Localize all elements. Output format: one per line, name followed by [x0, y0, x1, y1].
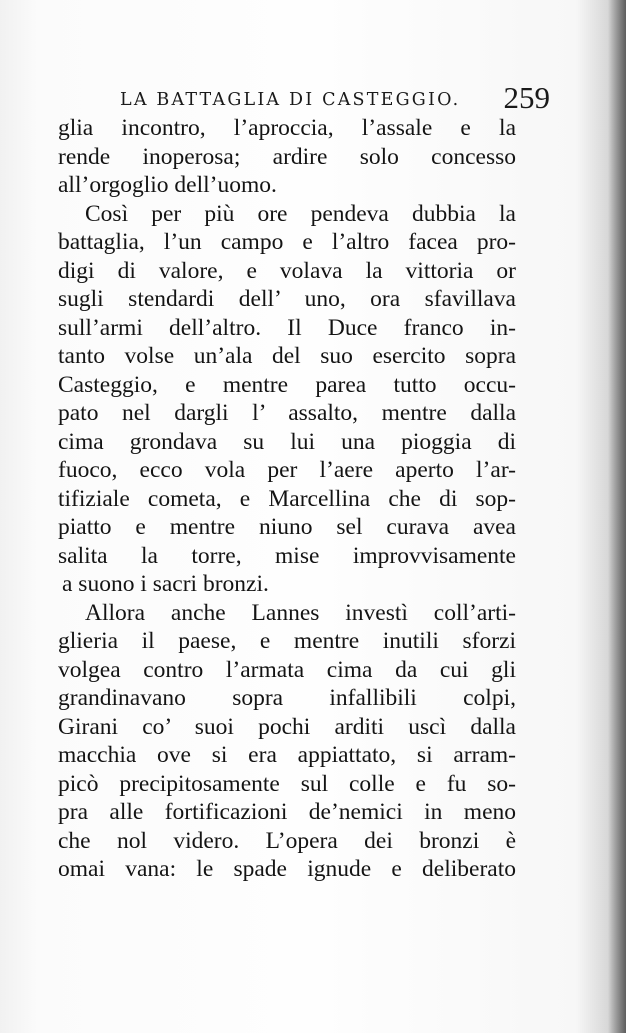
text-line: Girani co’ suoi pochi arditi uscì dalla — [58, 713, 516, 740]
text-line: glieria il paese, e mentre inutili sforzi — [58, 628, 516, 654]
text-line: picò precipitosamente sul colle e fu so- — [58, 770, 516, 797]
text-line: piatto e mentre niuno sel curava avea — [58, 514, 516, 540]
text-line: pato nel dargli l’ assalto, mentre dalla — [58, 400, 516, 426]
text-line: glia incontro, l’aproccia, l’assale e la — [58, 115, 516, 141]
text-line: salita la torre, mise improvvisamente — [58, 542, 516, 569]
text-line: fuoco, ecco vola per l’aere aperto l’ar- — [58, 457, 516, 483]
text-line: digi di valore, e volava la vittoria or — [58, 257, 516, 284]
text-line: omai vana: le spade ignude e deliberato — [58, 856, 516, 882]
text-line: che nol videro. L’opera dei bronzi è — [58, 827, 516, 854]
page-number: 259 — [503, 80, 550, 115]
body-text — [58, 114, 516, 884]
running-title: LA BATTAGLIA DI CASTEGGIO. — [120, 90, 461, 110]
text-line: battaglia, l’un campo e l’altro facea pro- — [58, 229, 516, 255]
text-line: all’orgoglio dell’uomo. — [58, 172, 277, 198]
text-line: tifiziale cometa, e Marcellina che di sop- — [58, 485, 516, 512]
text-line: sull’armi dell’altro. Il Duce franco in- — [58, 314, 516, 341]
text-line: Allora anche Lannes investì coll’arti- — [85, 599, 516, 626]
text-line: sugli stendardi dell’ uno, ora sfavillava — [58, 286, 516, 312]
text-line: Così per più ore pendeva dubbia la — [85, 200, 516, 227]
text-line: cima grondava su lui una pioggia di — [58, 428, 516, 455]
text-line: a suono i sacri bronzi. — [62, 571, 269, 597]
running-head — [120, 78, 550, 118]
book-spine-shadow — [608, 0, 626, 1033]
text-line: pra alle fortificazioni de’nemici in meno — [58, 799, 516, 825]
text-line: volgea contro l’armata cima da cui gli — [58, 656, 516, 683]
text-line: tanto volse un’ala del suo esercito sopra — [58, 343, 516, 369]
text-line: macchia ove si era appiattato, si arram- — [58, 742, 516, 768]
text-line: Casteggio, e mentre parea tutto occu- — [58, 371, 516, 398]
text-line: grandinavano sopra infallibili colpi, — [58, 685, 516, 711]
text-line: rende inoperosa; ardire solo concesso — [58, 143, 516, 170]
